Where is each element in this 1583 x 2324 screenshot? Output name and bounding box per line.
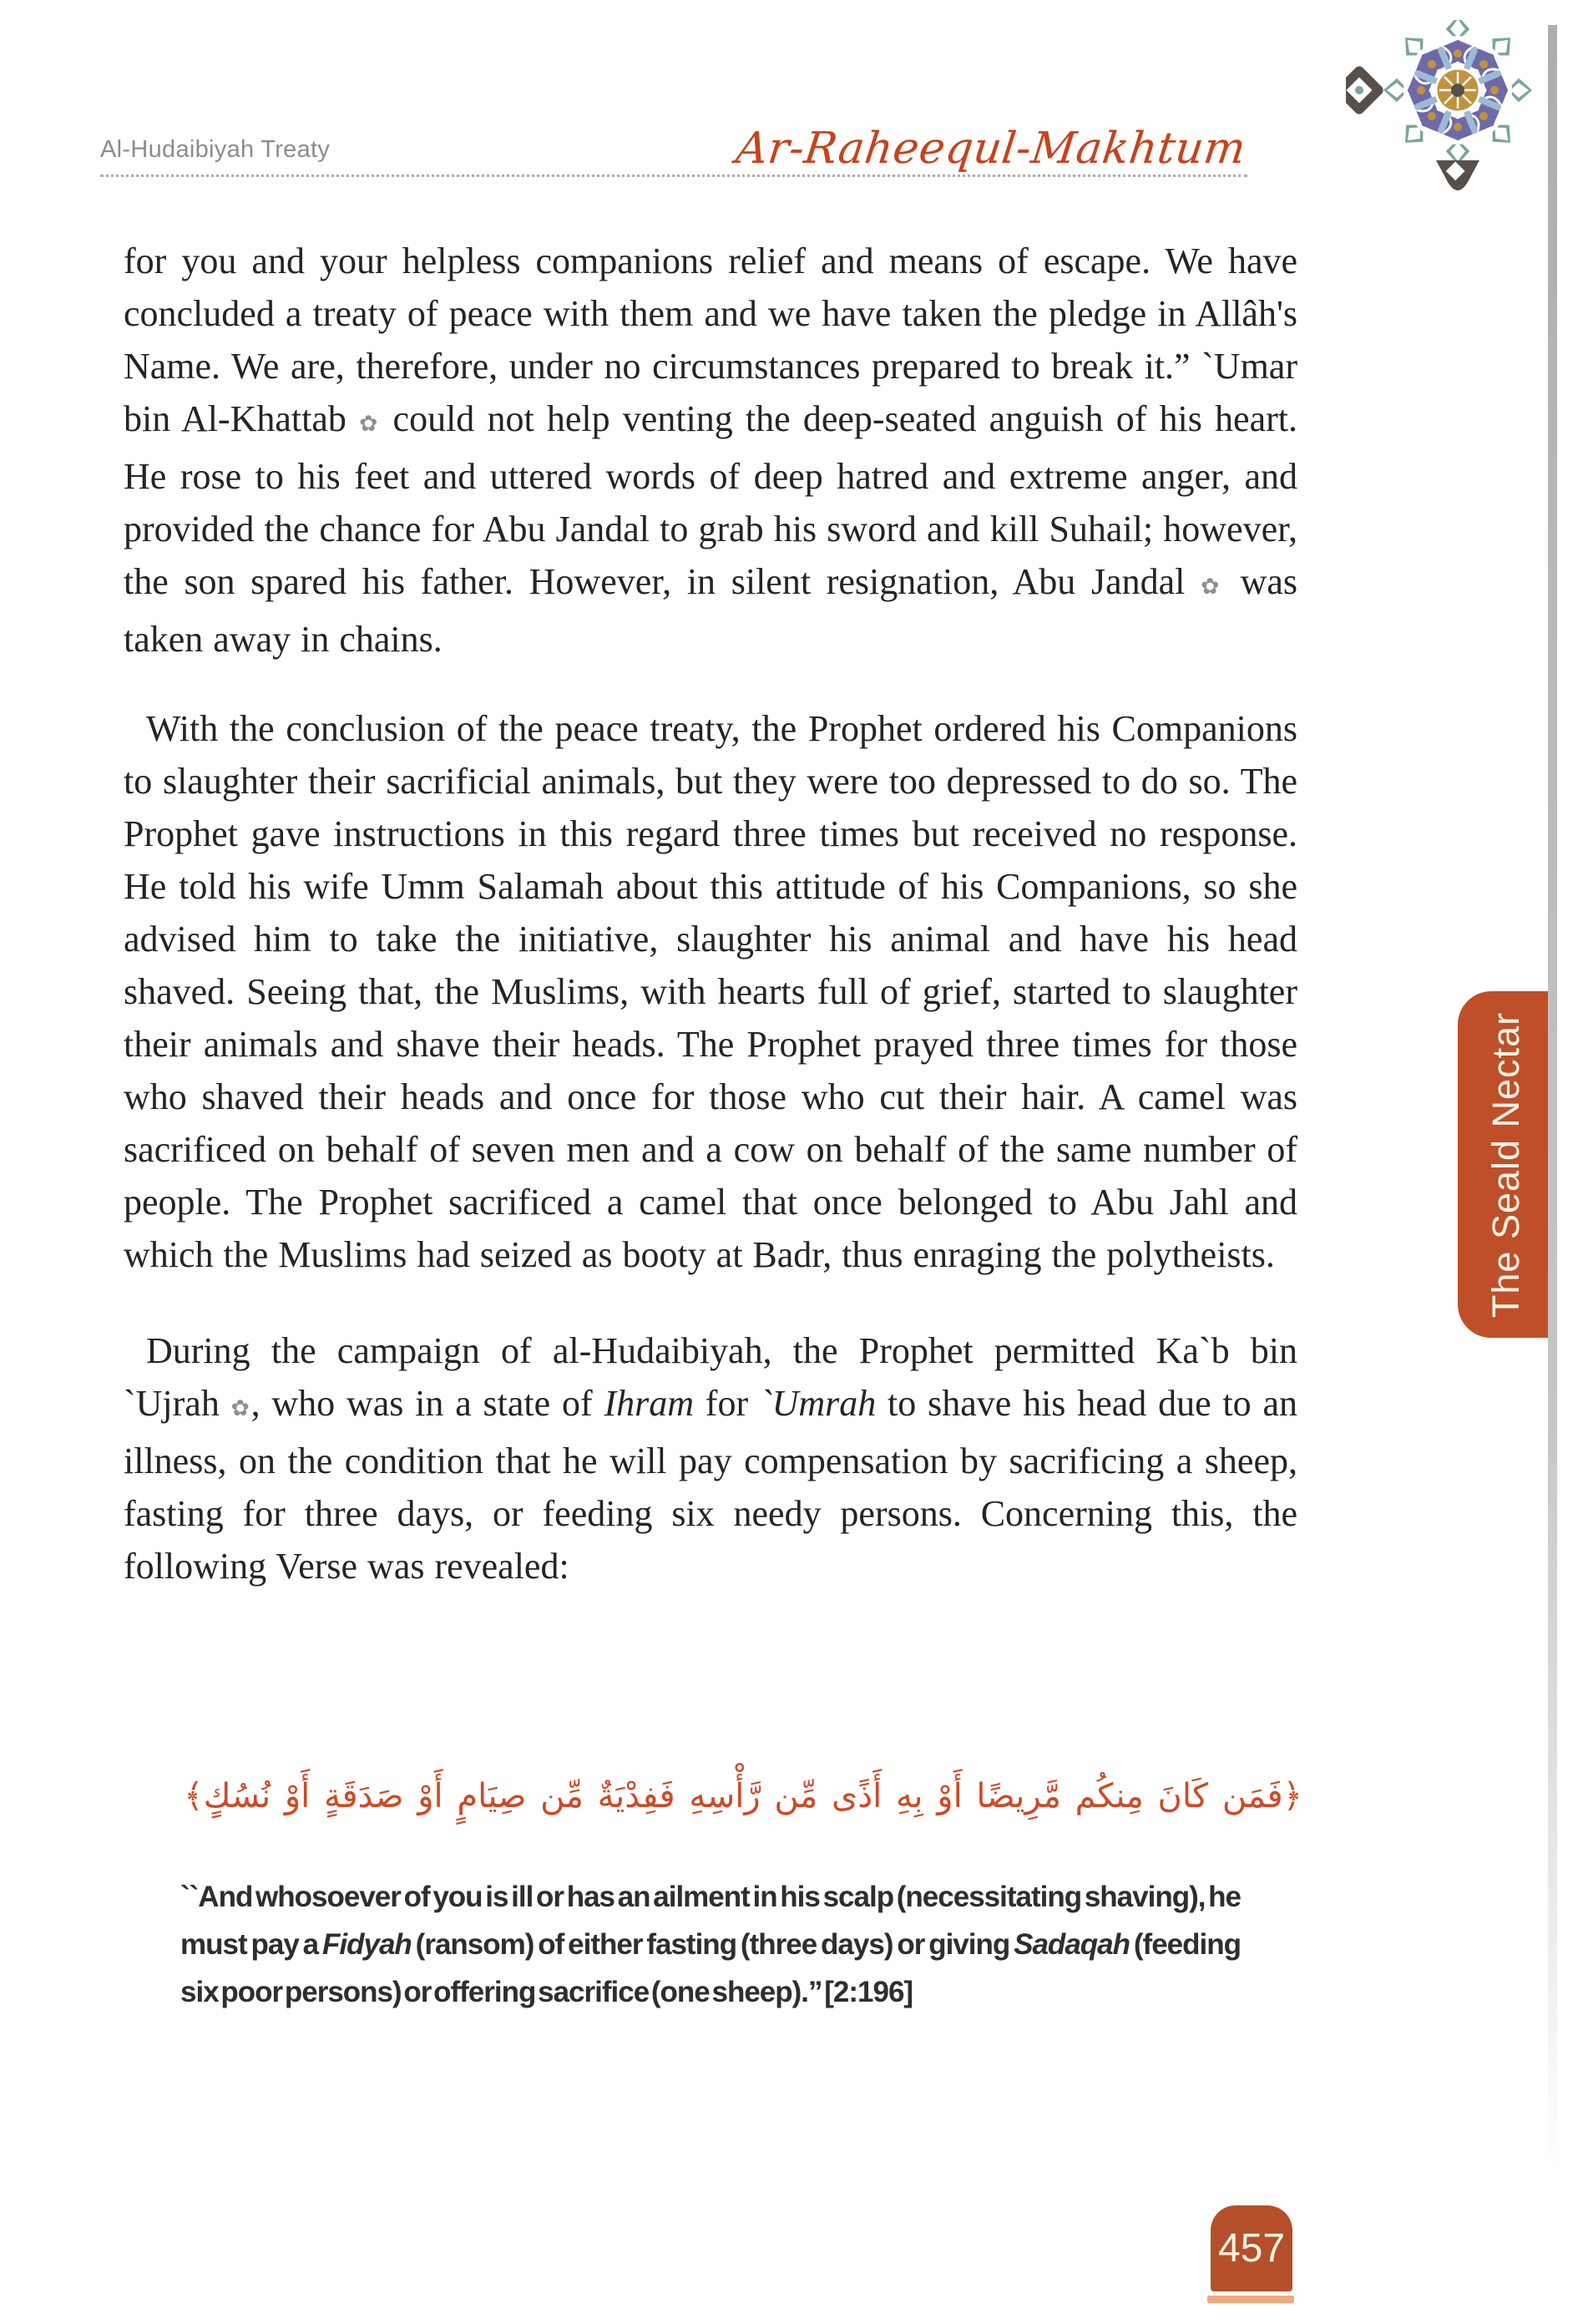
verse-translation: ``And whosoever of you is ill or has an ailment in his scalp (necessitating shaving), he must pay a Fidyah (ransom) of either fasting (three days) or giving Sadaqah (feeding six poor persons) or offering sacrifice (one sheep).” [2:196] — [180, 1881, 1241, 2008]
corner-ornament-icon — [1346, 20, 1551, 199]
chapter-side-tab — [1458, 991, 1555, 1338]
quran-verse-arabic: ﴿فَمَن كَانَ مِنكُم مَّرِيضًا أَوْ بِهِ أَذًى مِّن رَّأْسِهِ فَفِدْيَةٌ مِّن صِيَامٍ أَوْ صَدَقَةٍ أَوْ نُسُكٍ﴾ — [184, 1777, 1302, 1815]
rosette-left-finial — [1346, 64, 1385, 116]
page-number: 457 — [1217, 2226, 1286, 2271]
page-edge-line — [1548, 25, 1557, 2171]
paragraph: for you and your helpless companions relief and means of escape. We have concluded a treaty of peace with them and we have taken the pledge in Allâh's Name. We are, therefore, under no circumstances prepared to break it.” `Umar bin Al-Khattab ✿ could not help venting the deep-seated anguish of his heart. He rose to his feet and uttered words of deep hatred and extreme anger, and provided the chance for Abu Jandal to grab his sword and kill Suhail; however, the son spared his father. However, in silent resignation, Abu Jandal ✿ was taken away in chains. — [124, 241, 1298, 660]
paragraph: During the campaign of al-Hudaibiyah, the Prophet permitted Ka`b bin `Ujrah ✿, who was in a state of Ihram for `Umrah to shave his head due to an illness, on the condition that he will pay compensation by sacrificing a sheep, fasting for three days, or feeding six needy persons. Concerning this, the following Verse was revealed: — [124, 1330, 1297, 1587]
section-title: Al-Hudaibiyah Treaty — [100, 136, 331, 163]
page-number-underline — [1207, 2296, 1294, 2303]
rosette-core — [1381, 20, 1535, 167]
body-text — [124, 235, 1297, 1592]
rosette-bottom-finial — [1436, 160, 1479, 190]
side-tab-label: The Seald Nectar — [1484, 1011, 1527, 1318]
header-divider — [100, 175, 1247, 177]
book-title-script: Ar-Raheequl-Makhtum — [733, 124, 1249, 174]
paragraph: With the conclusion of the peace treaty, the Prophet ordered his Companions to slaughter their sacrificial animals, but they were too depressed to do so. The Prophet gave instructions in this regard three times but received no response. He told his wife Umm Salamah about this attitude of his Companions, so she advised him to take the initiative, slaughter his animal and have his head shaved. Seeing that, the Muslims, with hearts full of grief, started to slaughter their animals and shave their heads. The Prophet prayed three times for those who shaved their heads and once for those who cut their hair. A camel was sacrificed on behalf of seven men and a cow on behalf of the same number of people. The Prophet sacrificed a camel that once belonged to Abu Jahl and which the Muslims had seized as booty at Badr, thus enraging the polytheists. — [124, 708, 1297, 1275]
page-number-tab — [1211, 2205, 1292, 2291]
